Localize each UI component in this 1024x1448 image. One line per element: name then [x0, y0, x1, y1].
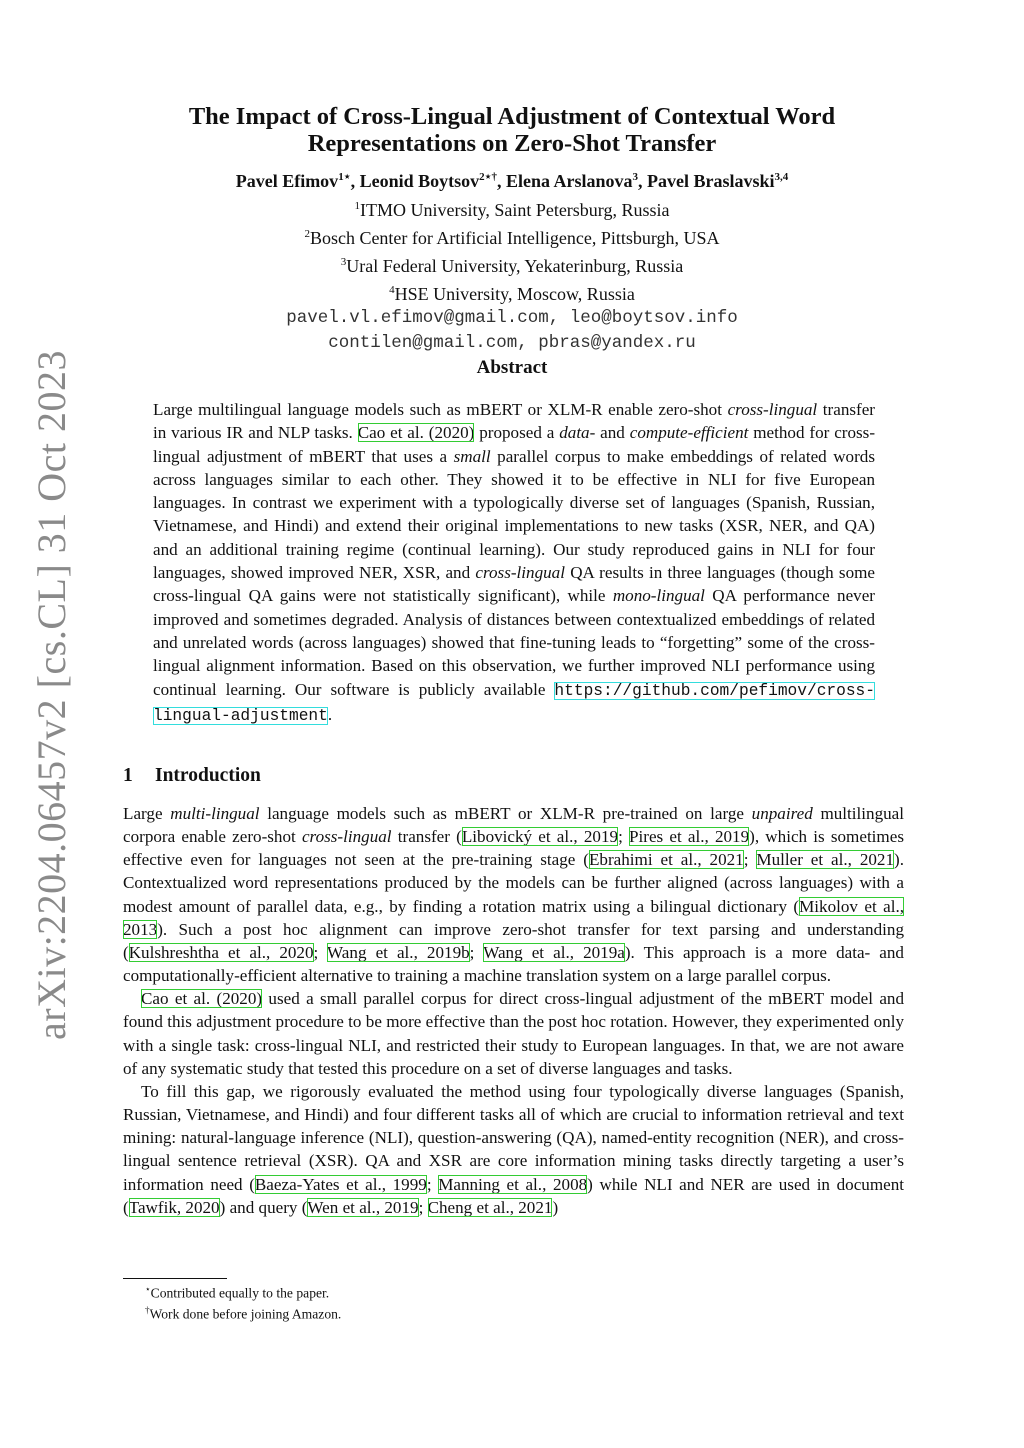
- body-text: ), which is sometimes effective even for languages not seen at the pre-training stage (: [123, 827, 904, 870]
- abstract-heading: Abstract: [476, 357, 548, 378]
- footnote: [145, 1302, 341, 1323]
- citation-link[interactable]: Muller et al., 2021: [756, 850, 895, 870]
- body-text: ;: [426, 1174, 439, 1194]
- affiliation-text: Ural Federal University, Yekaterinburg, Russia: [346, 256, 684, 276]
- affiliation-text: Bosch Center for Artificial Intelligence, Pittsburgh, USA: [309, 228, 720, 248]
- body-text: ;: [418, 1197, 428, 1217]
- affiliation: [120, 250, 904, 278]
- affiliation-sup: 2: [304, 228, 310, 240]
- software-url-link[interactable]: https://github.com/pefimov/cross-lingual-adjustment: [153, 681, 875, 725]
- citation-link[interactable]: Manning et al., 2008: [438, 1174, 588, 1194]
- affiliation: [120, 278, 904, 306]
- body-text: ). This approach is a more data- and computationally-efficient alternative to training a machine translation system on a large parallel corpus.: [123, 942, 904, 986]
- body-text: used a small parallel corpus for direct cross-lingual adjustment of the mBERT model and found this adjustment procedure to be more effective than the post hoc rotation. However, they experimented only with a single task: cross-lingual NLI, and restricted their study to European languages. In that, we are not aware of any systematic study that tested this procedure on a set of diverse languages and tasks.: [123, 989, 905, 1078]
- abstract-emphasis: cross-lingual: [475, 563, 565, 583]
- citation-link[interactable]: Tawfik, 2020: [128, 1197, 220, 1217]
- author-sup: 3,4: [774, 171, 789, 183]
- footnote-mark: ⋆: [145, 1284, 151, 1294]
- affiliation-sup: 1: [354, 200, 360, 212]
- author-name: Elena Arslanova: [506, 171, 633, 191]
- intro-paragraph-2: [123, 987, 904, 1080]
- citation-link[interactable]: Ebrahimi et al., 2021: [588, 850, 744, 870]
- body-text: ) and query (: [219, 1197, 308, 1217]
- author-name: Leonid Boytsov: [359, 171, 480, 191]
- abstract-text: proposed a: [474, 423, 560, 443]
- abstract-text: method for cross-lingual adjustment of mBERT that uses a: [153, 423, 876, 466]
- affiliation-sup: 3: [340, 256, 347, 268]
- abstract-text: transfer in various IR and NLP tasks.: [153, 400, 875, 443]
- citation-link[interactable]: Wen et al., 2019: [307, 1197, 419, 1217]
- abstract-emphasis: mono-lingual: [612, 586, 705, 606]
- abstract-emphasis: cross-lingual: [727, 400, 818, 419]
- abstract-text: Large multilingual language models such as mBERT or XLM-R enable zero-shot: [153, 400, 728, 419]
- affiliation-text: HSE University, Moscow, Russia: [394, 284, 635, 304]
- abstract-emphasis: compute-efficient: [629, 423, 749, 443]
- section-number: 1: [123, 765, 133, 786]
- body-text: ;: [469, 942, 484, 962]
- body-text: ). Such a post hoc alignment can improve zero-shot transfer for text parsing and understanding (: [123, 919, 904, 962]
- body-text: multilingual corpora enable zero-shot: [123, 804, 905, 847]
- abstract-body: [153, 398, 875, 728]
- intro-paragraph-3: [123, 1080, 904, 1219]
- abstract-emphasis: data-: [559, 423, 596, 443]
- citation-link[interactable]: Cao et al. (2020): [141, 989, 263, 1009]
- footnote-rule: [123, 1278, 227, 1279]
- body-text: language models such as mBERT or XLM-R pre-trained on large: [259, 804, 752, 823]
- paper-title: [120, 103, 904, 157]
- affiliation: [120, 194, 904, 222]
- body-emphasis: multi-lingual: [170, 804, 260, 823]
- author-sup: 2⋆†: [479, 171, 497, 183]
- footnote-text: Work done before joining Amazon.: [149, 1306, 342, 1322]
- body-text: To fill this gap, we rigorously evaluated the method using four typologically diverse languages (Spanish, Russian, Vietnamese, and Hindi) and four different tasks all of which are crucial to information retrieval and text mining: natural-language inference (NLI), question-answering (QA), named-entity recognition (NER), and cross-lingual sentence retrieval (XSR). QA and XSR are core information mining tasks directly targeting a user’s information need (: [123, 1081, 904, 1194]
- introduction-body: [123, 802, 904, 1219]
- affiliation-sup: 4: [389, 284, 395, 296]
- abstract-text: parallel corpus to make embeddings of related words across languages similar to each other. They showed it to be effective in NLI for five European languages. In contrast we experiment with a typologically diverse set of languages (Spanish, Russian, Vietnamese, and Hindi) and extend their original implementations to new tasks (XSR, NER, and QA) and an additional training regime (continual learning). Our study reproduced gains in NLI for four languages, showed improved NER, XSR, and: [153, 446, 875, 583]
- body-text: ;: [618, 827, 629, 847]
- footnote-mark: †: [145, 1305, 150, 1316]
- citation-link[interactable]: Wang et al., 2019b: [327, 942, 470, 962]
- citation-link[interactable]: Baeza-Yates et al., 1999: [254, 1174, 427, 1194]
- body-text: transfer (: [391, 827, 462, 847]
- abstract-text: and: [595, 423, 630, 443]
- email-line-1: pavel.vl.efimov@gmail.com, leo@boytsov.info: [286, 308, 738, 328]
- footnote: [145, 1281, 341, 1302]
- section-title: Introduction: [155, 765, 261, 786]
- affiliation: [120, 222, 904, 250]
- affiliation-block: [120, 194, 904, 355]
- citation-link[interactable]: Kulshreshtha et al., 2020: [128, 942, 314, 962]
- author-sup: 3: [632, 171, 639, 183]
- title-line-1: The Impact of Cross-Lingual Adjustment of Contextual Word: [188, 103, 836, 130]
- affiliation-text: ITMO University, Saint Petersburg, Russia: [360, 200, 670, 220]
- body-text: ;: [743, 850, 757, 870]
- footnote-text: Contributed equally to the paper.: [150, 1285, 330, 1301]
- abstract-emphasis: small: [453, 446, 491, 466]
- citation-link[interactable]: Cao et al. (2020): [357, 423, 475, 443]
- arxiv-identifier: arXiv:2204.06457v2 [cs.CL] 31 Oct 2023: [29, 349, 74, 1040]
- citation-link[interactable]: Wang et al., 2019a: [483, 942, 625, 962]
- abstract-text: QA results in three languages (though some cross-lingual QA gains were not statistically significant), while: [153, 563, 876, 606]
- footnotes: [145, 1281, 341, 1323]
- body-text: Large: [123, 804, 171, 823]
- citation-link[interactable]: Pires et al., 2019: [629, 827, 750, 847]
- author-name: Pavel Braslavski: [647, 171, 775, 191]
- body-emphasis: cross-lingual: [301, 827, 392, 847]
- intro-paragraph-1: [123, 802, 904, 987]
- author-name: Pavel Efimov: [235, 171, 339, 191]
- author-sup: 1⋆: [338, 171, 351, 183]
- citation-link[interactable]: Libovický et al., 2019: [461, 827, 619, 847]
- body-text: ) while NLI and NER are used in document (: [123, 1174, 905, 1217]
- abstract-text: .: [327, 704, 333, 724]
- body-text: ): [552, 1197, 559, 1217]
- author-list: Pavel Efimov$^{1⋆}$, Leonid Boytsov$^{2⋆\dagger}$, Elena Arslanova$^3$, Pavel Braslavski$^{3,4}$: [235, 171, 789, 191]
- citation-link[interactable]: Mikolov et al., 2013: [123, 896, 904, 939]
- title-line-2: Representations on Zero-Shot Transfer: [307, 130, 717, 157]
- body-text: ;: [313, 942, 328, 962]
- body-emphasis: unpaired: [751, 804, 813, 823]
- email-line-2: contilen@gmail.com, pbras@yandex.ru: [328, 332, 696, 353]
- section-heading: [123, 765, 261, 787]
- body-text: ). Contextualized word representations produced by the models can be further aligned (across languages) with a modest amount of parallel data, e.g., by finding a rotation matrix using a bilingual dictionary (: [123, 850, 904, 916]
- citation-link[interactable]: Cheng et al., 2021: [427, 1197, 553, 1217]
- abstract-text: QA performance never improved and sometimes degraded. Analysis of distances between contextualized embeddings of related and unrelated words (across languages) showed that fine-tuning leads to “forgetting” some of the cross-lingual alignment information. Based on this observation, we further improved NLI performance using continual learning. Our software is publicly available: [153, 586, 876, 699]
